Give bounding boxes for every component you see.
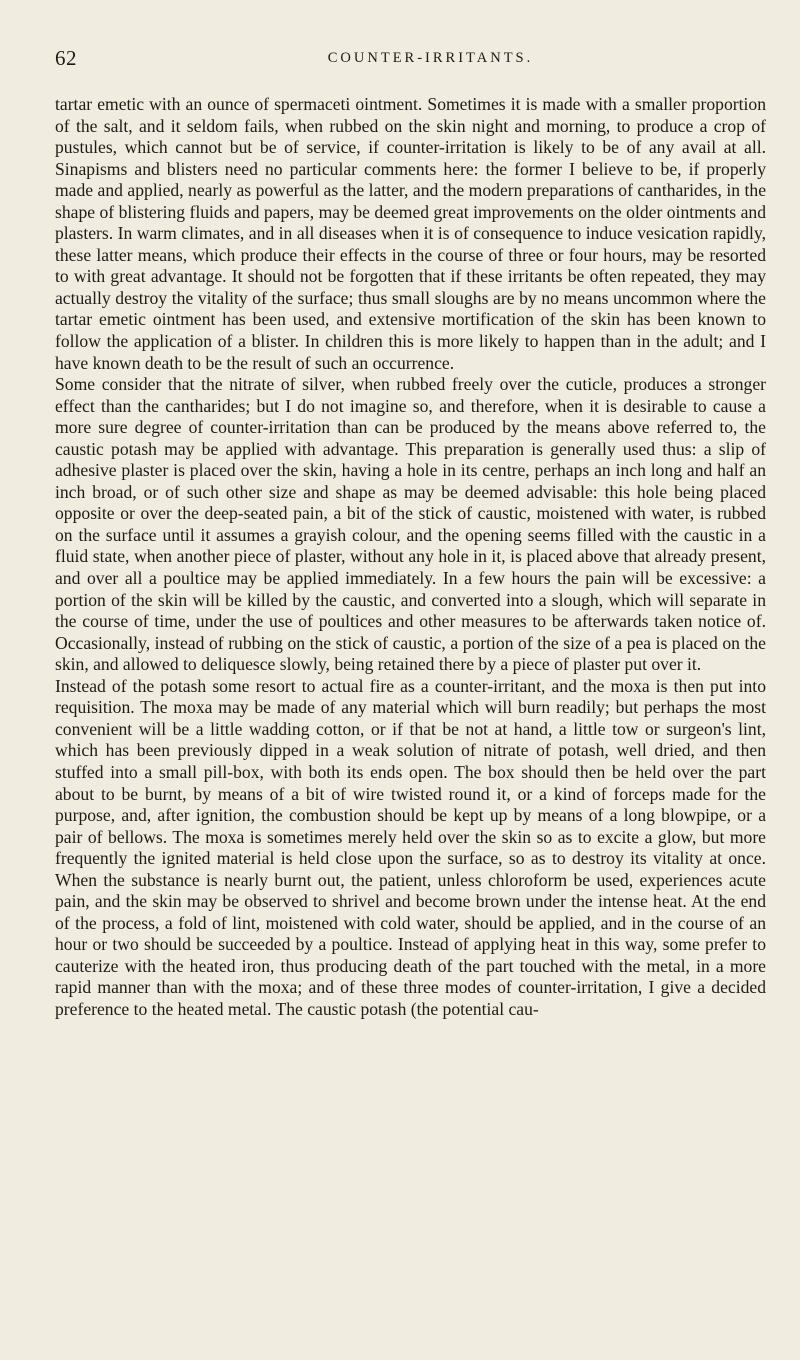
page-number: 62 — [55, 46, 77, 70]
paragraph-nitrate-of-silver: Some consider that the nitrate of silver, when rubbed freely over the cuticle, produces a stronger effect than the cantharides; but I do not imagine so, and therefore, when it is desirable to cause a more sure degree of counter-irritation than can be produced by the means above referred to, the caustic potash may be applied with advantage. This preparation is generally used thus: a slip of adhesive plaster is placed over the skin, having a hole in its centre, perhaps an inch long and half an inch broad, or of such other size and shape as may be deemed advisable: this hole being placed opposite or over the deep-seated pain, a bit of the stick of caustic, moistened with water, is rubbed on the surface until it assumes a grayish colour, and the opening seems filled with the caustic in a fluid state, when another piece of plaster, without any hole in it, is placed above that already present, and over all a poultice may be applied immediately. In a few hours the pain will be excessive: a portion of the skin will be killed by the caustic, and converted into a slough, which will separate in the course of time, under the use of poultices and other measures to be afterwards taken notice of. Occasionally, instead of rubbing on the stick of caustic, a portion of the size of a pea is placed on the skin, and allowed to deliquesce slowly, being retained there by a piece of plaster put over it. — [55, 374, 766, 675]
running-head — [55, 46, 766, 86]
paragraph-continued: tartar emetic with an ounce of spermaceti ointment. Sometimes it is made with a smaller proportion of the salt, and it seldom fails, when rubbed on the skin night and morning, to produce a crop of pustules, which cannot but be of service, if counter-irritation is likely to be of any avail at all. Sinapisms and blisters need no particular comments here: the former I believe to be, if properly made and applied, nearly as powerful as the latter, and the modern preparations of cantharides, in the shape of blistering fluids and papers, may be deemed great improvements on the older ointments and plasters. In warm climates, and in all diseases when it is of consequence to induce vesication rapidly, these latter means, which produce their effects in the course of three or four hours, may be resorted to with great advantage. It should not be forgotten that if these irritants be often repeated, they may actually destroy the vitality of the surface; thus small sloughs are by no means uncommon where the tartar emetic ointment has been used, and extensive mortification of the skin has been known to follow the application of a blister. In children this is more likely to happen than in the adult; and I have known death to be the result of such an occurrence. — [55, 94, 766, 373]
paragraph-moxa: Instead of the potash some resort to actual fire as a counter-irritant, and the moxa is then put into requisition. The moxa may be made of any material which will burn readily; but perhaps the most convenient will be a little wadding cotton, or if that be not at hand, a little tow or surgeon's lint, which has been previously dipped in a weak solution of nitrate of potash, well dried, and then stuffed into a small pill-box, with both its ends open. The box should then be held over the part about to be burnt, by means of a bit of wire twisted round it, or a kind of forceps made for the purpose, and, after ignition, the combustion should be kept up by means of a long blowpipe, or a pair of bellows. The moxa is sometimes merely held over the skin so as to excite a glow, but more frequently the ignited material is held close upon the surface, so as to destroy its vitality at once. When the substance is nearly burnt out, the patient, unless chloroform be used, experiences acute pain, and the skin may be observed to shrivel and become brown under the intense heat. At the end of the process, a fold of lint, moistened with cold water, should be applied, and in the course of an hour or two should be succeeded by a poultice. Instead of applying heat in this way, some prefer to cauterize with the heated iron, thus producing death of the part touched with the metal, in a more rapid manner than with the moxa; and of these three modes of counter-irritation, I give a decided preference to the heated metal. The caustic potash (the potential cau- — [55, 675, 766, 1019]
body-text — [55, 94, 766, 1021]
running-title: COUNTER-IRRITANTS. — [327, 50, 534, 66]
